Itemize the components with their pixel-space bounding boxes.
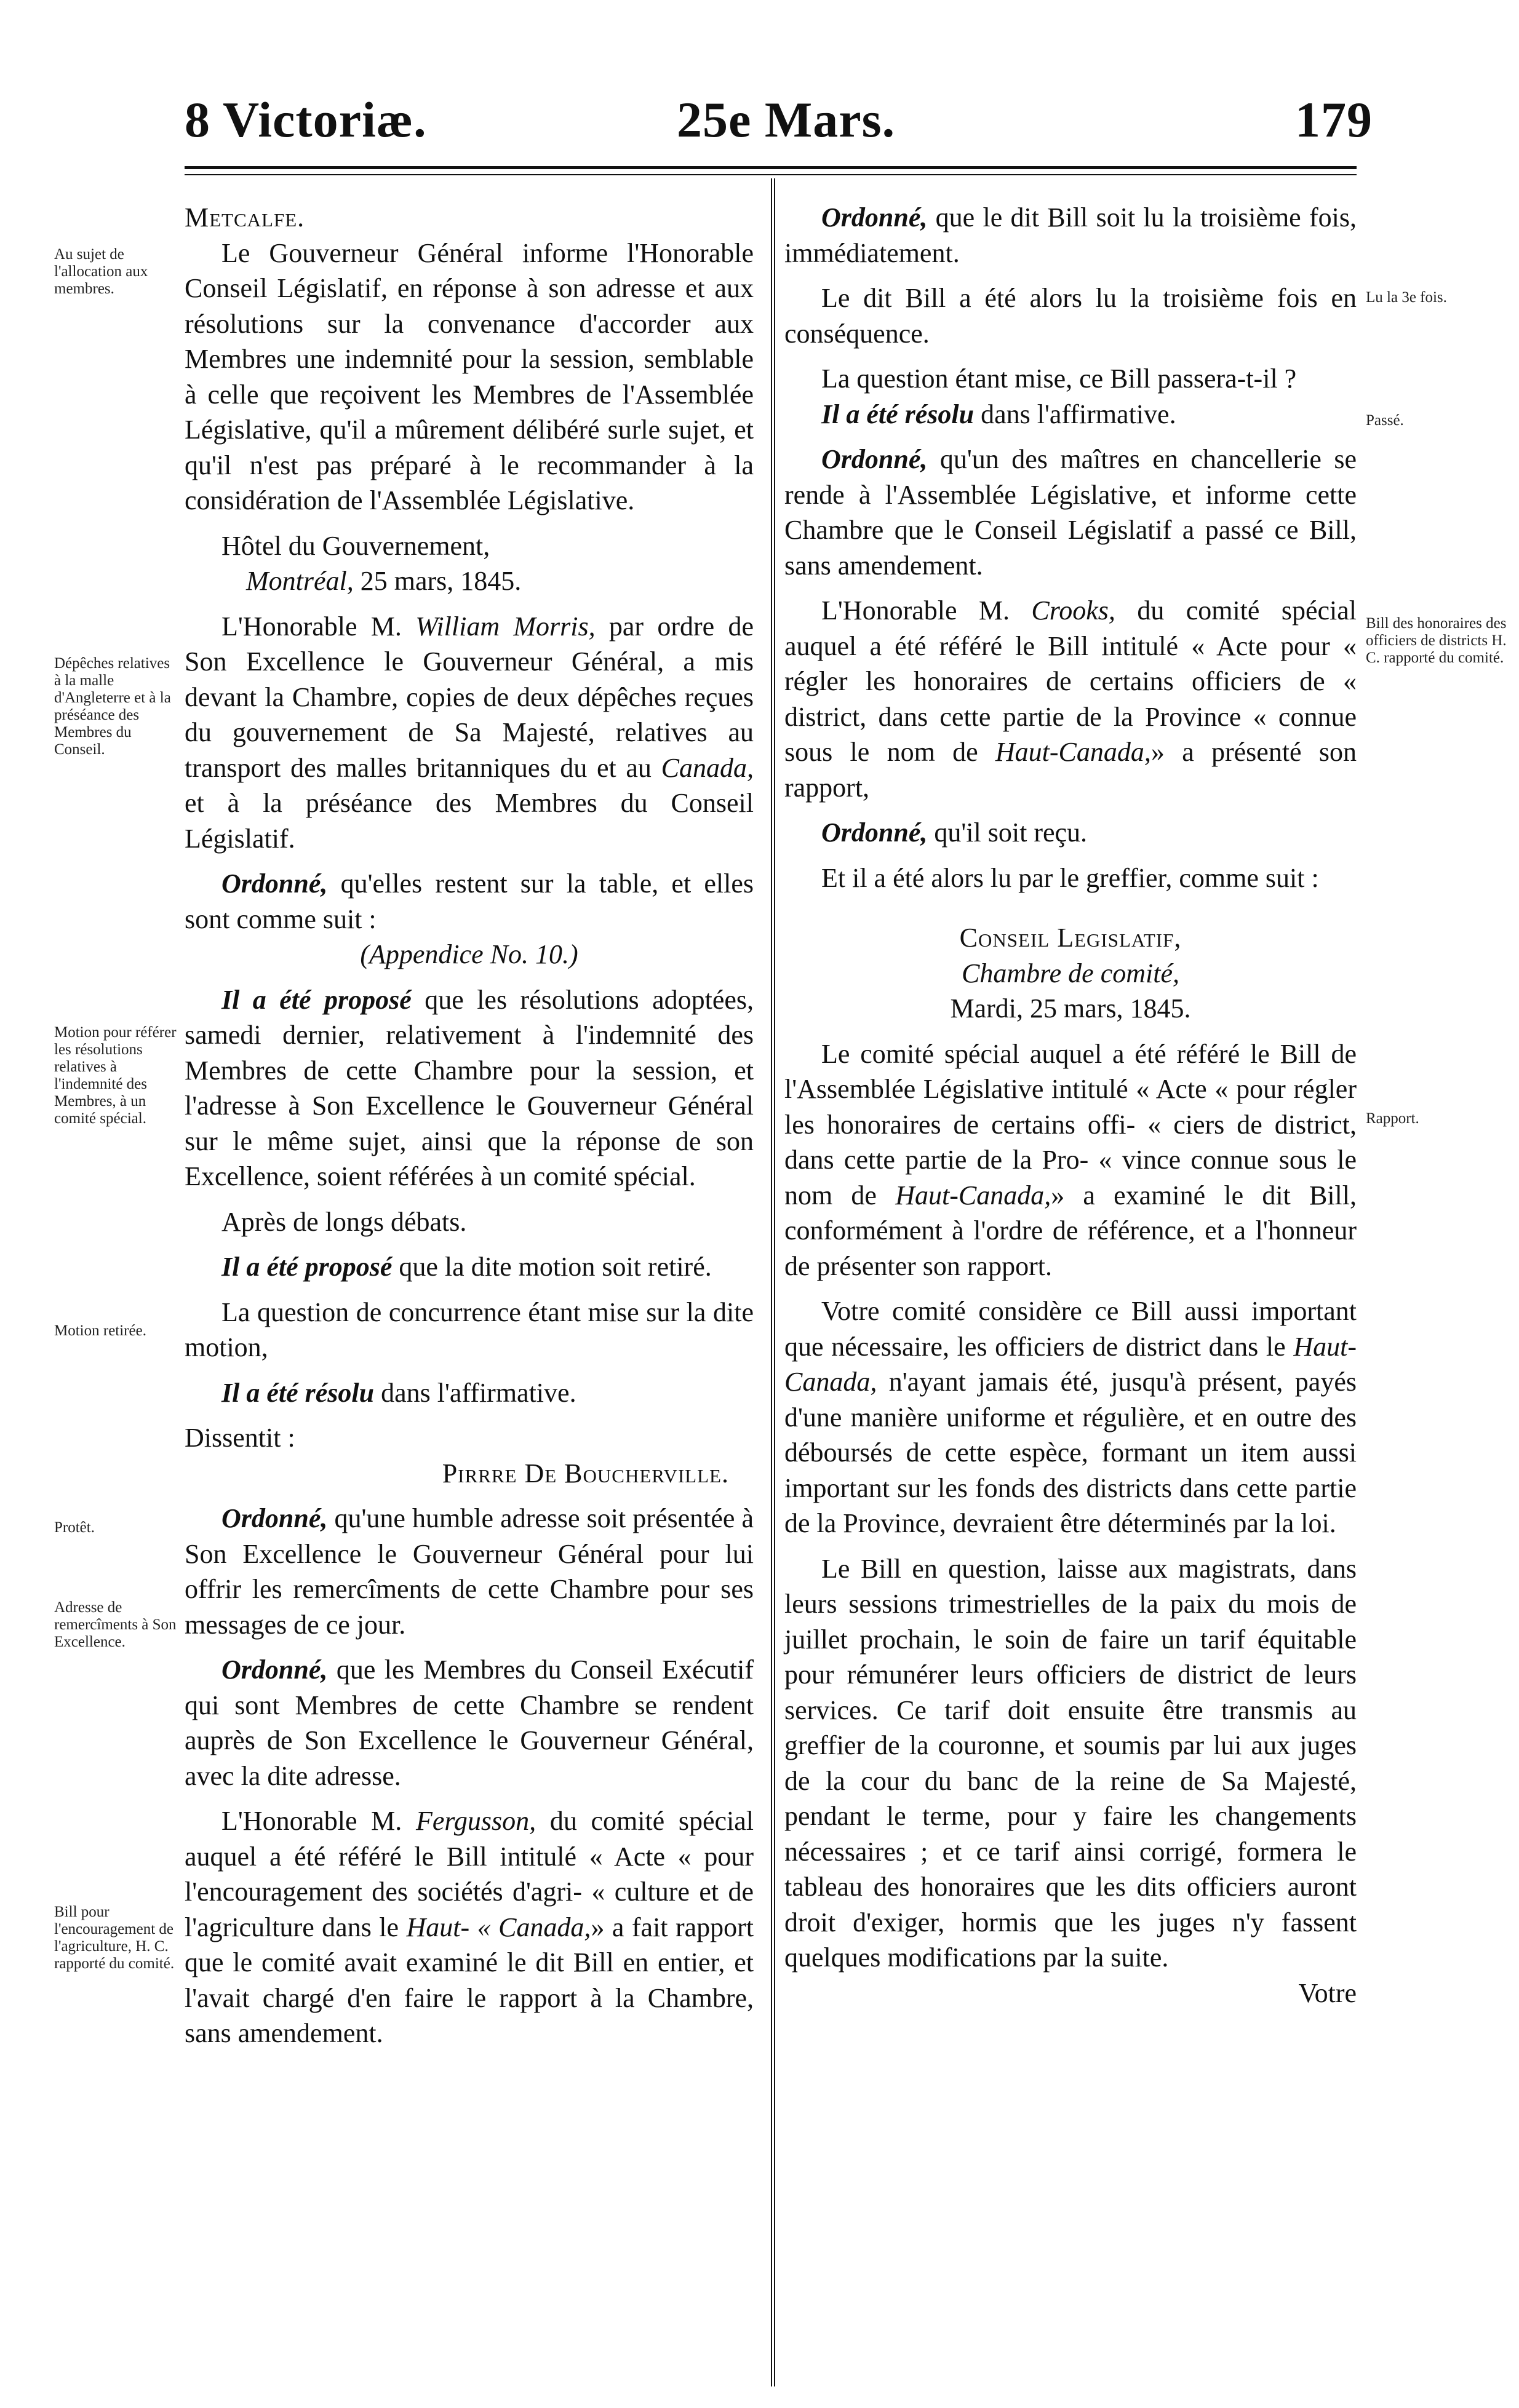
right-column (784, 200, 1357, 2011)
running-header-date: 25e Mars. (677, 92, 896, 148)
margin-note-passe: Passé. (1366, 412, 1404, 429)
paragraph: Le comité spécial auquel a été référé le Bill de l'Assemblée Législative intitulé « Acte « pour régler les honoraires de certains offi- « ciers de district, dans cette partie de la Pro- « vince connue sous le nom de Haut-Canada,» a examiné le dit Bill, conformément à l'ordre de référence, et a l'honneur de présenter son rapport. (784, 1038, 1357, 1281)
margin-note-allocation: Au sujet de l'allocation aux membres. (54, 246, 148, 297)
paragraph: Et il a été alors lu par le greffier, comme suit : (821, 862, 1319, 893)
paragraph: Il a été proposé que la dite motion soit retiré. (221, 1252, 712, 1282)
paragraph: L'Honorable M. Crooks, du comité spécial auquel a été référé le Bill intitulé « Acte pour « régler les honoraires de certains officiers de « district, dans cette partie de la Province « connue sous le nom de Haut-Canada,» a présenté son rapport, (784, 595, 1357, 803)
paragraph: Ordonné, que le dit Bill soit lu la troisième fois, immédiatement. (784, 202, 1357, 268)
dissentit: Dissentit : (185, 1423, 295, 1453)
paragraph: Ordonné, que les Membres du Conseil Exécutif qui sont Membres de cette Chambre se rendent auprès de Son Excellence le Gouverneur Général, avec la dite adresse. (185, 1655, 754, 1791)
paragraph: Ordonné, qu'elles restent sur la table, et elles sont comme suit : (185, 868, 754, 934)
section-subheading: Chambre de comité, (962, 958, 1179, 988)
place-date-line: Montréal, 25 mars, 1845. (246, 566, 522, 596)
header-rule-thin (185, 174, 1357, 175)
column-divider (771, 178, 775, 2386)
paragraph: Il a été proposé que les résolutions adoptées, samedi dernier, relativement à l'indemnité des Membres de cette Chambre pour la session, et l'adresse à Son Excellence le Gouverneur Général sur le même sujet, ainsi que la réponse de son Excellence, soient référées à un comité spécial. (185, 984, 754, 1191)
margin-note-motion-referer: Motion pour référer les résolutions relatives à l'indemnité des Membres, à un comité spécial. (54, 1024, 177, 1127)
paragraph: L'Honorable M. Fergusson, du comité spécial auquel a été référé le Bill intitulé « Acte « pour l'encouragement des sociétés d'agri- « culture et de l'agriculture dans le Haut- « Canada,» a fait rapport que le comité avait examiné le dit Bill en entier, et l'avait chargé d'en faire le rapport à la Chambre, sans amendement. (185, 1806, 754, 2048)
margin-note-bill-agriculture: Bill pour l'encouragement de l'agriculture, H. C. rapporté du comité. (54, 1904, 175, 1972)
paragraph: La question étant mise, ce Bill passera-t-il ? (821, 364, 1297, 394)
paragraph: Le Gouverneur Général informe l'Honorable Conseil Législatif, en réponse à son adresse et aux résolutions sur la convenance d'accorder aux Membres une indemnité pour la session, semblable à celle que reçoivent les Membres de l'Assemblée Législative, qu'il a mûrement délibéré surle sujet, et qu'il n'est pas préparé à le recommander à la considération de l'Assemblée Législative. (185, 237, 754, 515)
paragraph: Votre comité considère ce Bill aussi important que nécessaire, les officiers de district dans le Haut-Canada, n'ayant jamais été, jusqu'à présent, payés d'une manière uniforme et régulière, et en outre des déboursés de cette espèce, formant un item aussi important sur les fonds des districts dans cette partie de la Province, devraient être déterminés par la loi. (784, 1296, 1357, 1538)
appendix-ref: (Appendice No. 10.) (360, 939, 578, 969)
margin-note-protet: Protêt. (54, 1519, 95, 1536)
section-heading: Conseil Legislatif, (959, 923, 1182, 953)
running-header-left: 8 Victoriæ. (185, 92, 427, 148)
margin-note-bill-honoraires: Bill des honoraires des officiers de districts H. C. rapporté du comité. (1366, 615, 1507, 666)
paragraph: L'Honorable M. William Morris, par ordre de Son Excellence le Gouverneur Général, a mis devant la Chambre, copies de deux dépêches reçues du gouvernement de Sa Majesté, relatives au transport des malles britanniques du et au Canada, et à la préséance des Membres du Conseil Législatif. (185, 611, 754, 854)
paragraph: Il a été résolu dans l'affirmative. (821, 399, 1176, 429)
paragraph: Le Bill en question, laisse aux magistrats, dans leurs sessions trimestrielles de la paix du mois de juillet prochain, le soin de faire un tarif équitable pour rémunérer leurs officiers de district de leurs services. Ce tarif doit ensuite être transmis au greffier de la couronne, et soumis par lui aux juges de la cour du banc de la reine de Sa Majesté, pendant le terme, pour y faire les changements nécessaires ; et ce tarif ainsi corrigé, formera le tableau des honoraires que les dits officiers auront droit d'exiger, hormis que les juges n'y fassent quelques modifications par la suite. (784, 1553, 1357, 1973)
catchword: Votre (1298, 1977, 1357, 2008)
margin-note-rapport: Rapport. (1366, 1110, 1419, 1127)
margin-note-depeches: Dépêches relatives à la malle d'Angleterre et à la préséance des Membres du Conseil. (54, 655, 171, 758)
left-column (185, 200, 754, 2051)
hotel-line: Hôtel du Gouvernement, (221, 530, 490, 561)
section-date: Mardi, 25 mars, 1845. (950, 993, 1191, 1023)
paragraph: Ordonné, qu'il soit reçu. (821, 817, 1088, 848)
signature-boucherville: Pirrre De Boucherville. (442, 1458, 729, 1488)
header-rule-thick (185, 166, 1357, 169)
paragraph: Ordonné, qu'un des maîtres en chancellerie se rende à l'Assemblée Législative, et informe cette Chambre que le Conseil Législatif a passé ce Bill, sans amendement. (784, 444, 1357, 581)
paragraph: Il a été résolu dans l'affirmative. (221, 1377, 576, 1408)
paragraph: La question de concurrence étant mise sur la dite motion, (185, 1297, 754, 1362)
signature-metcalfe: Metcalfe. (185, 202, 305, 232)
paragraph: Après de longs débats. (221, 1206, 467, 1237)
page-number: 179 (1295, 92, 1373, 148)
paragraph: Ordonné, qu'une humble adresse soit présentée à Son Excellence le Gouverneur Général pour lui offrir les remercîments de cette Chambre pour ses messages de ce jour. (185, 1503, 754, 1640)
margin-note-adresse: Adresse de remercîments à Son Excellence. (54, 1599, 177, 1650)
paragraph: Le dit Bill a été alors lu la troisième fois en conséquence. (784, 283, 1357, 349)
margin-note-motion-retiree: Motion retirée. (54, 1322, 146, 1339)
margin-note-lu-3e: Lu la 3e fois. (1366, 289, 1447, 306)
